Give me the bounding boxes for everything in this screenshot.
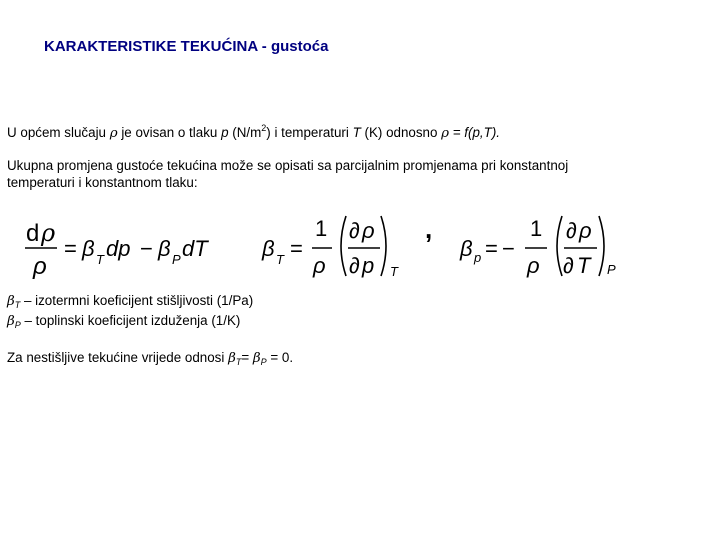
incompressible-paragraph (7, 349, 293, 371)
eq-beta: β (158, 236, 171, 261)
eq-dp: dp (106, 236, 131, 261)
eq-partial: ∂ (349, 218, 360, 243)
subscript: P (14, 320, 21, 330)
eq-T: T (577, 253, 591, 278)
right-paren (381, 216, 386, 276)
eq-d: d (26, 220, 40, 247)
total-change-paragraph (7, 157, 568, 191)
subscript: T (235, 357, 242, 367)
eq-sub: P (172, 252, 181, 267)
eq-equals: = (290, 236, 303, 261)
text: (N/m (228, 125, 262, 140)
temperature-symbol: T (352, 125, 361, 140)
beta-symbol: β (228, 351, 236, 366)
beta-symbol: β (7, 294, 15, 309)
text: = 0. (266, 350, 294, 365)
rho-symbol: ρ (441, 126, 450, 141)
text: ) i temperaturi (266, 125, 353, 140)
text: (K) odnosno (360, 125, 442, 140)
eq-sub: P (607, 262, 616, 277)
eq-rho: ρ (527, 253, 540, 278)
beta-symbol: β (252, 351, 261, 366)
page-title: KARAKTERISTIKE TEKUĆINA - gustoća (44, 38, 329, 55)
text: Za nestišljive tekućine vrijede odnosi (7, 350, 229, 365)
superscript: 2 (261, 123, 267, 133)
paragraph-line: Ukupna promjena gustoće tekućina može se opisati sa parcijalnim promjenama pri konstantnoj (7, 158, 569, 173)
eq-p: p (362, 253, 375, 278)
eq-partial: ∂ (566, 218, 577, 243)
eq-sub: T (390, 264, 398, 279)
eq-one: 1 (530, 216, 543, 241)
eq-beta: β (460, 236, 473, 261)
pressure-symbol: p (221, 125, 229, 140)
eq-beta: β (262, 236, 275, 261)
text: = (241, 350, 253, 365)
eq-equals: = (64, 236, 77, 261)
text: U općem slučaju (7, 125, 110, 140)
subscript: P (260, 357, 267, 367)
eq-separator: , (425, 214, 433, 244)
definition-beta-t (7, 292, 253, 314)
eq-beta: β (82, 236, 95, 261)
rho-symbol: ρ (109, 126, 118, 141)
eq-rho: ρ (362, 218, 375, 243)
subscript: T (14, 300, 21, 310)
eq-rho: ρ (313, 253, 326, 278)
eq-minus: − (140, 236, 153, 261)
eq-one: 1 (315, 216, 328, 241)
definition-text: – toplinski koeficijent izduženja (1/K) (20, 313, 241, 328)
paragraph-line: temperaturi i konstantnom tlaku: (7, 175, 198, 190)
eq-rho: ρ (579, 218, 592, 243)
beta-p-equation (459, 216, 616, 278)
text: je ovisan o tlaku (117, 125, 222, 140)
total-differential-equation (25, 219, 209, 280)
eq-partial: ∂ (563, 253, 574, 278)
equations (0, 200, 720, 285)
eq-equals: = (485, 236, 498, 261)
left-paren (341, 216, 346, 276)
eq-rho: ρ (41, 219, 56, 247)
intro-paragraph (7, 120, 500, 142)
eq-rho: ρ (33, 253, 47, 280)
eq-sub: T (276, 252, 284, 267)
eq-minus: − (502, 236, 515, 261)
eq-partial: ∂ (349, 253, 360, 278)
definition-text: – izotermni koeficijent stišljivosti (1/Pa) (20, 293, 254, 308)
text: = f(p,T). (449, 125, 501, 140)
eq-sub: p (474, 250, 482, 265)
left-paren (557, 216, 562, 276)
definition-beta-p (7, 312, 240, 334)
eq-dT: dT (182, 236, 208, 261)
eq-sub: T (96, 252, 104, 267)
beta-symbol: β (7, 314, 15, 329)
beta-t-equation (261, 216, 399, 279)
right-paren (599, 216, 604, 276)
